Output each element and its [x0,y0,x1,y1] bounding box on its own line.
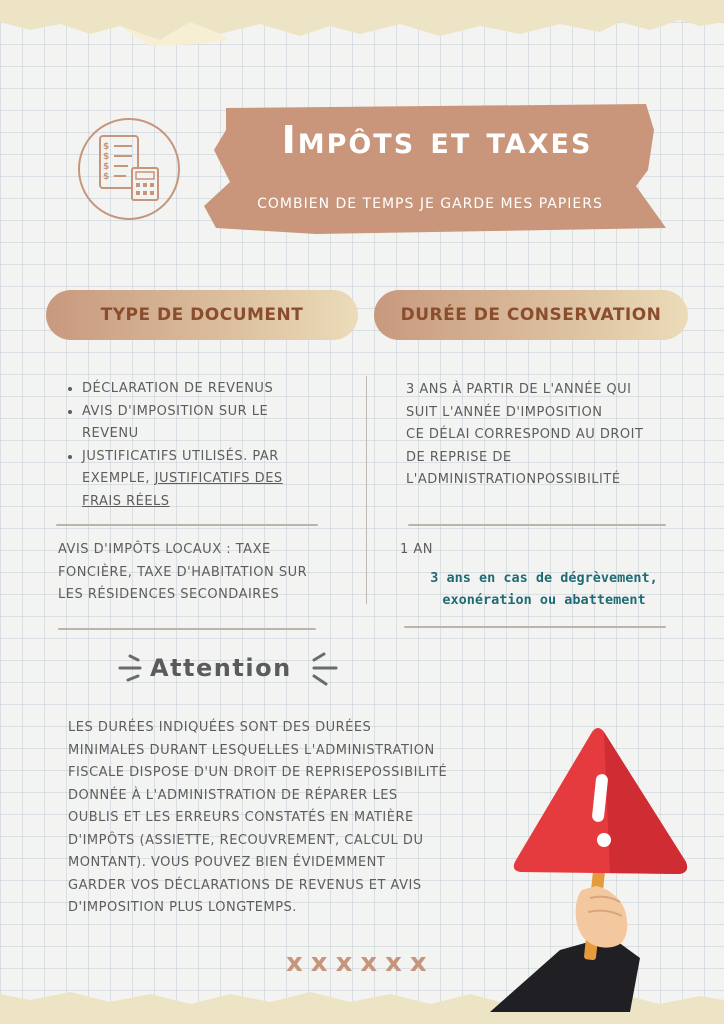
list-item: • DÉCLARATION DE REVENUS [82,378,322,401]
text-line: OUBLIS ET LES ERREURS CONSTATÉS EN MATIÈRE [68,810,414,825]
x-mark: x [335,948,353,978]
attention-text [68,717,488,920]
note-line: 3 ans en cas de dégrèvement, [430,570,658,586]
row-divider [408,524,666,526]
tax-document-calculator-icon [96,132,164,204]
row2-duration: 1 AN [400,542,434,557]
page-title: Impôts et taxes [281,118,593,162]
row2-duration-note [404,567,684,611]
duration-line: DE REPRISE DE [406,449,512,465]
list-item-text: JUSTIFICATIFS UTILISÉS. PAR EXEMPLE, [82,448,279,486]
duration-line: CE DÉLAI CORRESPOND AU DROIT [406,427,644,442]
text-line: FISCALE DISPOSE D'UN DROIT DE REPRISEPOSSIBILITÉ [68,765,448,780]
row1-document-list [62,378,322,513]
list-item: • AVIS D'IMPOSITION SUR LE REVENU [82,401,322,446]
text-line: LES DURÉES INDIQUÉES SONT DES DURÉES [68,720,372,735]
text-line: GARDER VOS DÉCLARATIONS DE REVENUS ET AVIS [68,877,422,893]
x-mark: x [360,948,378,978]
x-mark: x [409,948,427,978]
x-mark: x [385,948,402,978]
text-line: MINIMALES DURANT LESQUELLES L'ADMINISTRATION [68,742,435,758]
svg-text:$: $ [103,152,110,162]
document-line: AVIS D'IMPÔTS LOCAUX : TAXE [58,542,271,557]
x-mark: x [286,948,303,978]
page-subtitle: COMBIEN DE TEMPS JE GARDE MES PAPIERS [257,196,603,212]
document-line: FONCIÈRE, TAXE D'HABITATION SUR [58,564,308,580]
warning-sign-icon [490,722,720,1012]
sparkle-lines-icon [116,648,146,690]
text-line: MONTANT). VOUS POUVEZ BIEN ÉVIDEMMENT [68,855,386,870]
text-line: D'IMPÔTS (ASSIETTE, RECOUVREMENT, CALCUL DU [68,832,424,848]
document-line: LES RÉSIDENCES SECONDAIRES [58,587,280,602]
column-header-document-type: TYPE DE DOCUMENT [46,290,358,340]
torn-paper-top [0,0,724,48]
frais-reels-link[interactable]: JUSTIFICATIFS DES FRAIS RÉELS [82,471,283,509]
svg-text:$: $ [103,142,110,152]
note-line: exonération ou abattement [442,592,646,608]
list-item [82,446,322,514]
svg-text:$: $ [103,162,110,172]
column-divider [366,376,367,604]
svg-text:$: $ [103,172,110,182]
row-divider [404,626,666,628]
x-marks-decoration [286,948,466,978]
duration-line: 3 ANS À PARTIR DE L'ANNÉE QUI [406,382,632,397]
duration-line: SUIT L'ANNÉE D'IMPOSITION [406,404,603,420]
row-divider [56,524,318,526]
duration-line: L'ADMINISTRATIONPOSSIBILITÉ [406,472,621,487]
row2-document [58,539,348,607]
x-mark: x [310,948,328,978]
row-divider [58,628,316,630]
column-header-retention-duration: DURÉE DE CONSERVATION [374,290,688,340]
row1-duration [406,379,696,492]
sparkle-lines-icon [306,648,342,690]
text-line: D'IMPOSITION PLUS LONGTEMPS. [68,900,297,915]
attention-heading: Attention [150,654,292,682]
text-line: DONNÉE À L'ADMINISTRATION DE RÉPARER LES [68,787,398,803]
